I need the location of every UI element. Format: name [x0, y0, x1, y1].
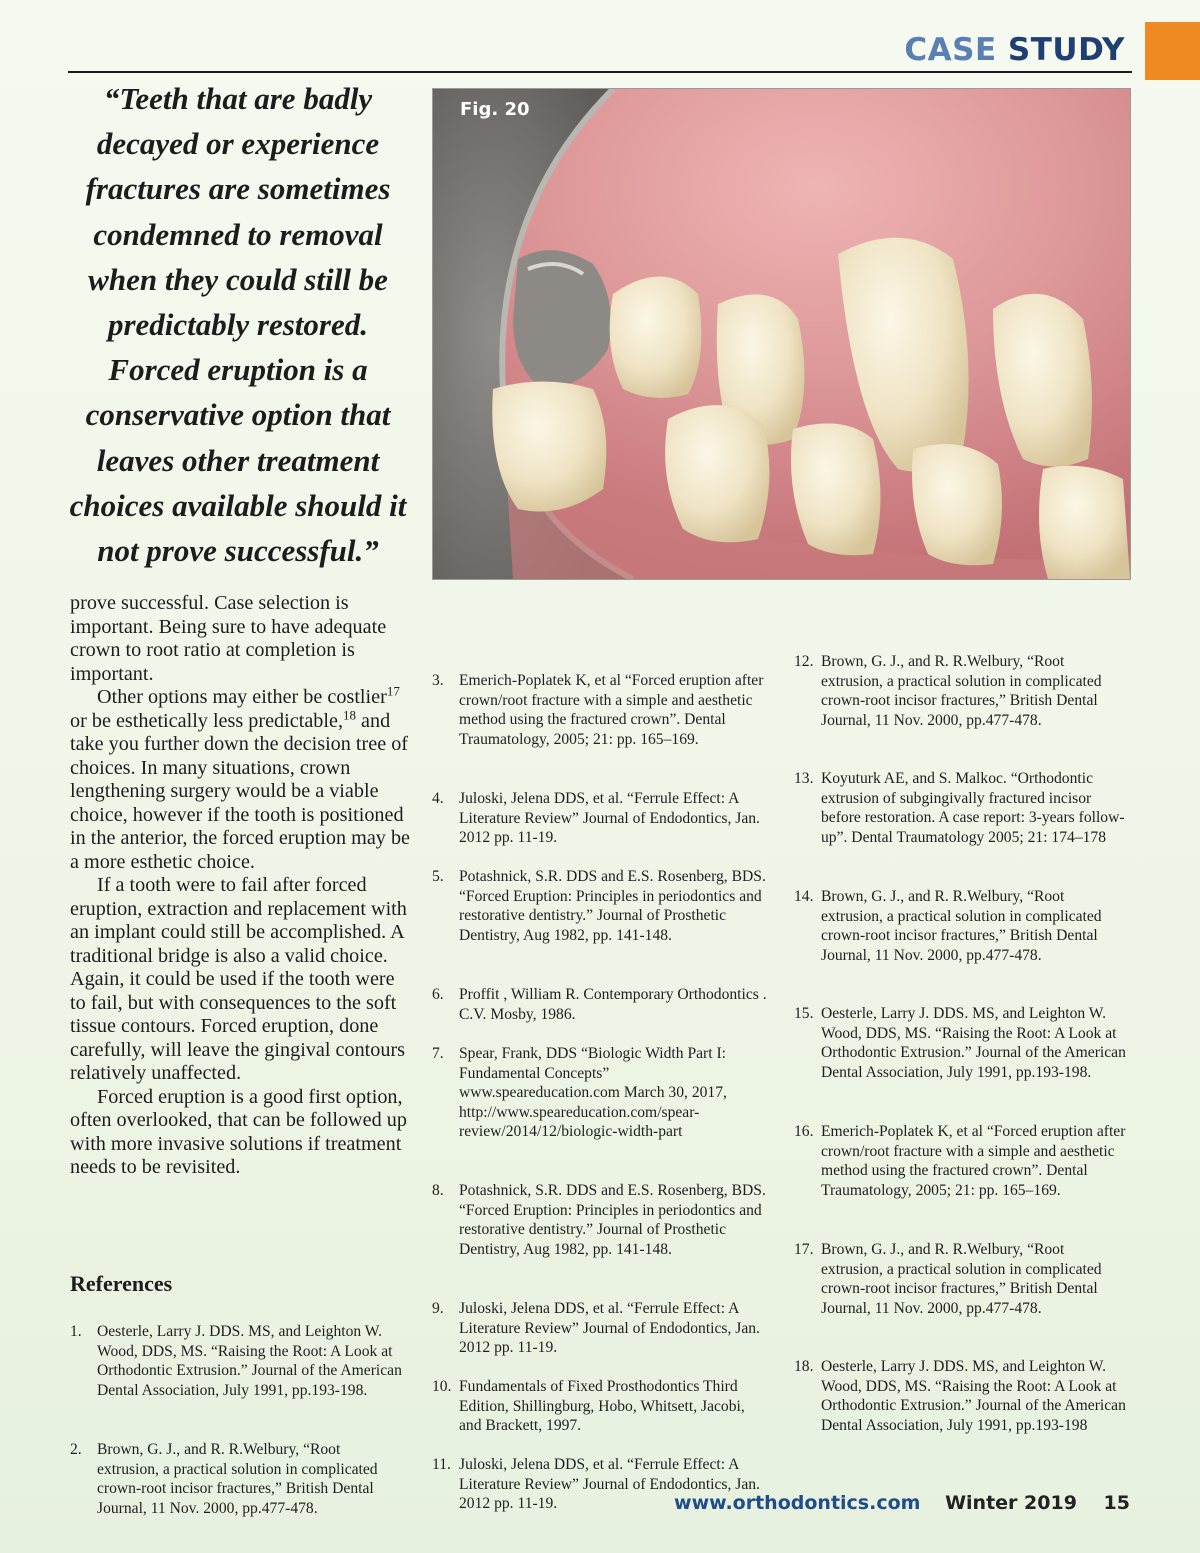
- reference-number: 17.: [794, 1241, 814, 1258]
- reference-number: 10.: [432, 1378, 452, 1395]
- reference-number: 11.: [432, 1456, 451, 1473]
- reference-text: Brown, G. J., and R. R.Welbury, “Root extrusion, a practical solution in complicated crown-root incisor fractures,” British Dental Journal, 11 Nov. 2000, pp.477-478.: [97, 1441, 378, 1517]
- orange-tab-decoration: [1145, 22, 1200, 80]
- figure-label: Fig. 20: [460, 99, 530, 120]
- figure-photo: [432, 88, 1131, 580]
- reference-text: Brown, G. J., and R. R.Welbury, “Root extrusion, a practical solution in complicated crown-root incisor fractures,” British Dental Journal, 11 Nov. 2000, pp.477-478.: [821, 1241, 1102, 1317]
- reference-item: [794, 887, 1127, 965]
- reference-number: 16.: [794, 1123, 814, 1140]
- reference-item: [432, 1377, 769, 1436]
- reference-number: 5.: [432, 868, 444, 885]
- article-body: [70, 592, 410, 1180]
- header-divider: [68, 71, 1132, 73]
- reference-item: [794, 1357, 1127, 1435]
- body-paragraph: prove successful. Case selection is important. Being sure to have adequate crown to root ratio at completion is important.: [70, 592, 387, 685]
- reference-item: [70, 1322, 402, 1400]
- reference-text: Potashnick, S.R. DDS and E.S. Rosenberg, BDS. “Forced Eruption: Principles in periodontics and restorative dentistry.” Journal of Prosthetic Dentistry, Aug 1982, pp. 141-148.: [459, 1182, 766, 1258]
- reference-item: [794, 769, 1127, 847]
- reference-number: 1.: [70, 1323, 82, 1340]
- page-footer: [674, 1492, 1130, 1514]
- reference-item: [794, 1004, 1127, 1082]
- reference-text: Potashnick, S.R. DDS and E.S. Rosenberg, BDS. “Forced Eruption: Principles in periodontics and restorative dentistry.” Journal of Prosthetic Dentistry, Aug 1982, pp. 141-148.: [459, 868, 766, 944]
- reference-item: [794, 652, 1127, 730]
- body-text-run: Other options may either be costlier: [97, 686, 387, 708]
- reference-text: Oesterle, Larry J. DDS. MS, and Leighton W. Wood, DDS, MS. “Raising the Root: A Look at Orthodontic Extrusion.” Journal of the American Dental Association, July 1991, pp.193-198: [821, 1358, 1126, 1434]
- body-paragraph: If a tooth were to fail after forced eruption, extraction and replacement with an implant could still be accomplished. A traditional bridge is also a valid choice. Again, it could be used if the tooth were to fail, but with consequences to the soft tissue contours. Forced eruption, done carefully, will leave the gingival contours relatively unaffected.: [70, 874, 407, 1084]
- reference-number: 15.: [794, 1005, 814, 1022]
- reference-text: Oesterle, Larry J. DDS. MS, and Leighton W. Wood, DDS, MS. “Raising the Root: A Look at Orthodontic Extrusion.” Journal of the American Dental Association, July 1991, pp.193-198.: [97, 1323, 402, 1399]
- body-paragraph: Forced eruption is a good first option, often overlooked, that can be followed up with more invasive solutions if treatment needs to be revisited.: [70, 1085, 407, 1178]
- reference-text: Juloski, Jelena DDS, et al. “Ferrule Effect: A Literature Review” Journal of Endodontics, Jan. 2012 pp. 11-19.: [459, 1456, 760, 1513]
- reference-text: Emerich-Poplatek K, et al “Forced eruption after crown/root fracture with a simple and aesthetic method using the fractured crown”. Dental Traumatology, 2005; 21: pp. 165–169.: [821, 1123, 1126, 1199]
- references-heading: References: [70, 1271, 173, 1296]
- reference-number: 8.: [432, 1182, 444, 1199]
- citation-superscript: 17: [386, 683, 400, 699]
- footer-url: www.orthodontics.com: [674, 1492, 921, 1514]
- reference-item: [794, 1122, 1127, 1200]
- reference-item: [794, 1240, 1127, 1318]
- reference-text: Juloski, Jelena DDS, et al. “Ferrule Effect: A Literature Review” Journal of Endodontics, Jan. 2012 pp. 11-19.: [459, 1300, 760, 1357]
- footer-issue: Winter 2019: [945, 1492, 1077, 1514]
- reference-text: Fundamentals of Fixed Prosthodontics Third Edition, Shillingburg, Hobo, Whitsett, Jacobi, and Brackett, 1997.: [459, 1378, 745, 1435]
- reference-text: Brown, G. J., and R. R.Welbury, “Root extrusion, a practical solution in complicated crown-root incisor fractures,” British Dental Journal, 11 Nov. 2000, pp.477-478.: [821, 653, 1102, 729]
- reference-item: [432, 985, 769, 1024]
- body-text-run: or be esthetically less predictable,: [70, 709, 343, 732]
- body-text-run: and take you further down the decision tree of choices. In many situations, crown lengthening surgery would be a viable choice, however if the tooth is positioned in the anterior, the forced eruption may be a more esthetic choice.: [70, 709, 411, 873]
- reference-number: 6.: [432, 986, 444, 1003]
- reference-item: [432, 789, 769, 848]
- reference-item: [70, 1440, 402, 1518]
- reference-text: Koyuturk AE, and S. Malkoc. “Orthodontic extrusion of subgingivally fractured incisor before restoration. A case report: 3-years follow-up”. Dental Traumatology 2005; 21: 174–178: [821, 770, 1125, 846]
- reference-number: 14.: [794, 888, 814, 905]
- reference-item: [432, 867, 769, 945]
- reference-item: [432, 1299, 769, 1358]
- citation-superscript: 18: [343, 706, 356, 722]
- reference-number: 18.: [794, 1358, 814, 1375]
- page-number: 15: [1103, 1492, 1130, 1514]
- reference-text: Juloski, Jelena DDS, et al. “Ferrule Effect: A Literature Review” Journal of Endodontics, Jan. 2012 pp. 11-19.: [459, 790, 760, 847]
- reference-text: Spear, Frank, DDS “Biologic Width Part I: Fundamental Concepts” www.speareducation.com March 30, 2017, http://www.speareducation.com/spear-review/2014/12/biologic-width-part: [459, 1045, 727, 1141]
- reference-text: Brown, G. J., and R. R.Welbury, “Root extrusion, a practical solution in complicated crown-root incisor fractures,” British Dental Journal, 11 Nov. 2000, pp.477-478.: [821, 888, 1102, 964]
- dental-photo-illustration: [433, 89, 1130, 579]
- reference-item: [432, 671, 769, 749]
- section-header-word-case: CASE: [904, 32, 997, 68]
- section-header-word-study: STUDY: [1007, 32, 1125, 68]
- reference-number: 4.: [432, 790, 444, 807]
- body-paragraph: [70, 683, 411, 874]
- section-header: [904, 32, 1125, 68]
- reference-item: [432, 1181, 769, 1259]
- pull-quote: “Teeth that are badly decayed or experience fractures are sometimes condemned to removal when they could still be predictably restored. Forced eruption is a conservative option that leaves other treatment choices available should it not prove successful.”: [69, 81, 407, 569]
- reference-number: 9.: [432, 1300, 444, 1317]
- reference-number: 13.: [794, 770, 814, 787]
- reference-text: Emerich-Poplatek K, et al “Forced eruption after crown/root fracture with a simple and aesthetic method using the fractured crown”. Dental Traumatology, 2005; 21: pp. 165–169.: [459, 672, 764, 748]
- reference-number: 12.: [794, 653, 814, 670]
- reference-text: Oesterle, Larry J. DDS. MS, and Leighton W. Wood, DDS, MS. “Raising the Root: A Look at Orthodontic Extrusion.” Journal of the American Dental Association, July 1991, pp.193-198.: [821, 1005, 1126, 1081]
- reference-number: 2.: [70, 1441, 82, 1458]
- reference-number: 3.: [432, 672, 444, 689]
- reference-number: 7.: [432, 1045, 444, 1062]
- reference-text: Proffit , William R. Contemporary Orthodontics . C.V. Mosby, 1986.: [459, 986, 767, 1023]
- reference-item: [432, 1044, 769, 1142]
